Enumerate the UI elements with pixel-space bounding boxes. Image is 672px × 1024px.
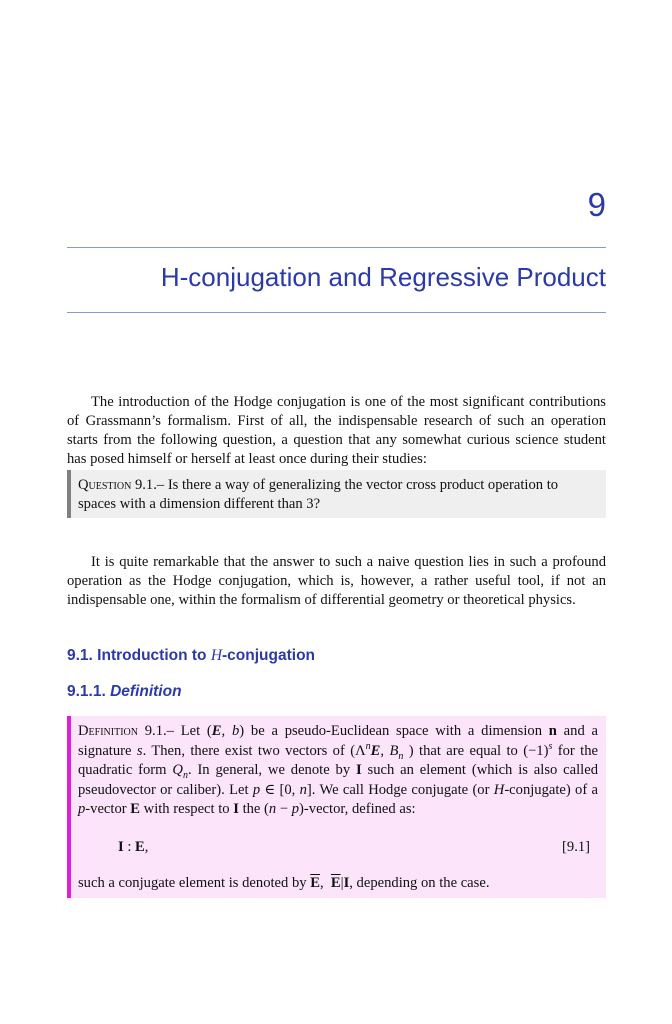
definition-body: Definition 9.1.– Let (E, b) be a pseudo-Euclidean space with a dimension n and a signature s. Then, there exist two vectors of ($\Lambda^nE$, $B_n$ ) that are equal to $(-1)^s$ for the quadratic form $Q_n$. In general, we denote by I such an element (which is also called pseudovector or caliber). Let p ∈ [0, n]. We call Hodge conjugate (or H-conjugate) of a p-vector E with respect to I the (n − p)-vector, defined as: <box>78 723 599 817</box>
subsection-title: Definition <box>110 683 182 700</box>
section-title-suffix: -conjugation <box>222 647 316 664</box>
answer-paragraph: It is quite remarkable that the answer to such a naive question lies in such a profound operation as the Hodge conjugation, which is, however, a rather useful tool, if not an indispensable one, within the formalism of differential geometry or theoretical physics. <box>67 553 606 608</box>
chapter-rule-top <box>67 247 606 248</box>
question-label: Question 9.1.– <box>78 477 165 493</box>
section-heading <box>67 647 315 665</box>
section-title-prefix: Introduction to <box>97 647 211 664</box>
subsection-number: 9.1.1. <box>67 683 106 700</box>
chapter-rule-bottom <box>67 312 606 313</box>
chapter-number: 9 <box>587 186 606 223</box>
section-number: 9.1. <box>67 647 93 664</box>
definition-box <box>67 716 606 898</box>
section-title-var: H <box>210 647 223 664</box>
definition-label: Definition 9.1.– <box>78 723 174 739</box>
definition-conclusion: such a conjugate element is denoted by $\overline{E}$, $\overline{E}|I$, depending on the case. <box>78 874 490 891</box>
intro-paragraph: The introduction of the Hodge conjugation is one of the most significant contributions of Grassmann’s formalism. First of all, the indispensable research of such an operation starts from the following question, a question that any somewhat curious science student has posed himself or herself at least once during their studies: <box>67 393 606 467</box>
subsection-heading <box>67 683 182 701</box>
equation-number: [9.1] <box>562 838 590 855</box>
chapter-title: H-conjugation and Regressive Product <box>160 262 606 292</box>
question-text: Is there a way of generalizing the vector cross product operation to spaces with a dimension different than 3? <box>78 477 559 512</box>
question-box <box>67 470 606 518</box>
equation: I : E, <box>118 838 149 855</box>
equation-row <box>78 832 598 868</box>
